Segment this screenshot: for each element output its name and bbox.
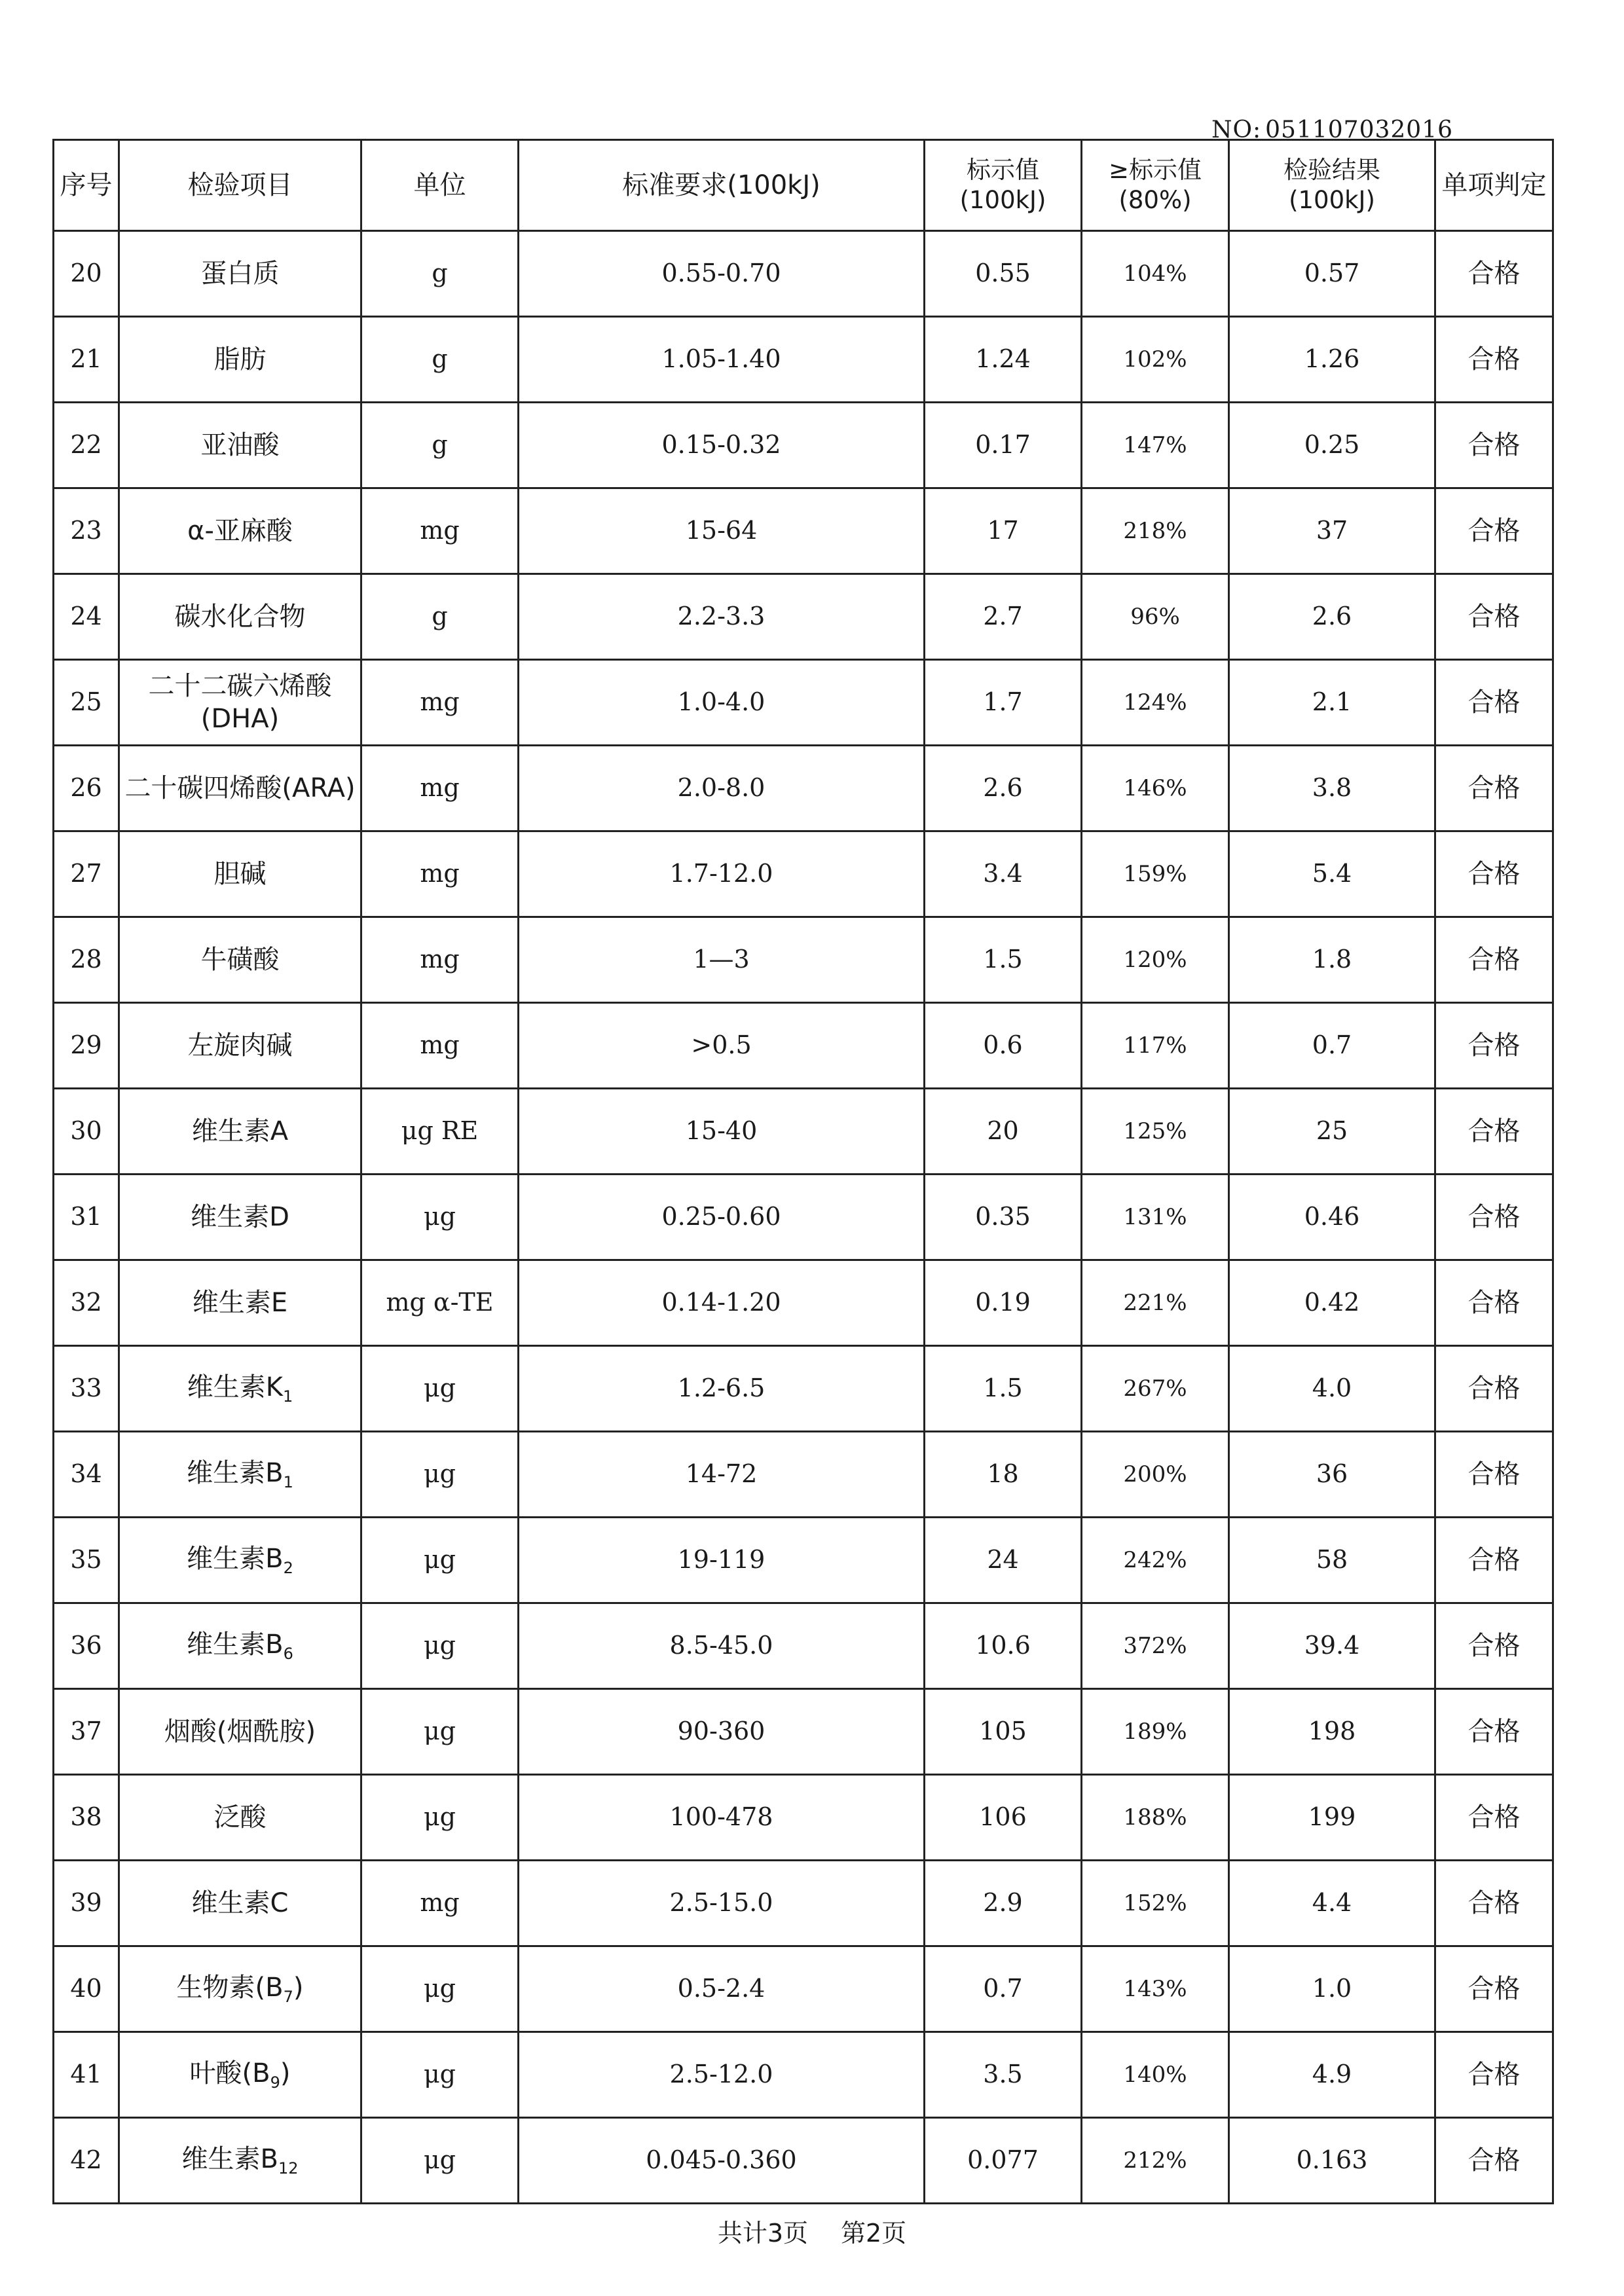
cell-verdict: 合格	[1435, 1861, 1553, 1946]
cell-verdict: 合格	[1435, 1003, 1553, 1089]
cell-standard: 19-119	[519, 1518, 925, 1603]
item-name-text: 左旋肉碱	[187, 1030, 293, 1061]
cell-result: 199	[1229, 1775, 1435, 1861]
inspection-table	[52, 139, 1554, 2204]
cell-unit: μg	[361, 1689, 519, 1775]
cell-percent: 104%	[1082, 231, 1229, 317]
cell-verdict: 合格	[1435, 746, 1553, 831]
header-percent-line2: (80%)	[1118, 186, 1192, 214]
report-number-label: NO:	[1211, 117, 1262, 143]
cell-unit: g	[361, 317, 519, 403]
cell-standard: 0.14-1.20	[519, 1260, 925, 1346]
cell-result: 4.0	[1229, 1346, 1435, 1432]
cell-unit: g	[361, 231, 519, 317]
cell-result: 0.25	[1229, 403, 1435, 488]
item-name-line	[124, 1371, 356, 1406]
cell-unit: mg	[361, 746, 519, 831]
cell-result: 0.7	[1229, 1003, 1435, 1089]
cell-percent: 200%	[1082, 1432, 1229, 1518]
table-row	[54, 1260, 1553, 1346]
cell-labeled-value: 0.19	[925, 1260, 1082, 1346]
cell-seq: 32	[54, 1260, 119, 1346]
item-name-line	[124, 600, 356, 633]
cell-labeled-value: 3.5	[925, 2032, 1082, 2118]
cell-standard: 0.55-0.70	[519, 231, 925, 317]
cell-standard: >0.5	[519, 1003, 925, 1089]
cell-item-name	[119, 831, 361, 917]
cell-result: 0.163	[1229, 2118, 1435, 2204]
cell-unit: mg	[361, 917, 519, 1003]
cell-labeled-value: 10.6	[925, 1603, 1082, 1689]
item-name-line	[124, 429, 356, 462]
cell-unit: μg	[361, 1775, 519, 1861]
item-name-text: 蛋白质	[200, 259, 280, 289]
cell-verdict: 合格	[1435, 1346, 1553, 1432]
header-percent-line1: ≥标示值	[1108, 155, 1202, 184]
cell-verdict: 合格	[1435, 2118, 1553, 2204]
cell-labeled-value: 2.7	[925, 574, 1082, 660]
cell-result: 36	[1229, 1432, 1435, 1518]
cell-standard: 0.5-2.4	[519, 1946, 925, 2032]
cell-seq: 37	[54, 1689, 119, 1775]
cell-labeled-value: 0.6	[925, 1003, 1082, 1089]
cell-item-name	[119, 1946, 361, 2032]
item-name-line	[124, 1029, 356, 1062]
cell-result: 4.4	[1229, 1861, 1435, 1946]
cell-labeled-value: 105	[925, 1689, 1082, 1775]
cell-unit: mg	[361, 660, 519, 746]
page-current: 第2页	[841, 2219, 907, 2248]
cell-item-name	[119, 917, 361, 1003]
cell-item-name	[119, 1603, 361, 1689]
cell-percent: 143%	[1082, 1946, 1229, 2032]
cell-percent: 372%	[1082, 1603, 1229, 1689]
item-name-text: 维生素B	[187, 1544, 284, 1574]
cell-unit: μg	[361, 1518, 519, 1603]
cell-verdict: 合格	[1435, 1175, 1553, 1260]
item-name-line2: (DHA)	[200, 704, 280, 734]
cell-seq: 36	[54, 1603, 119, 1689]
table-row	[54, 1946, 1553, 2032]
cell-unit: μg	[361, 1946, 519, 2032]
page-total: 共计3页	[717, 2219, 808, 2248]
item-name-text: 维生素K	[187, 1372, 283, 1402]
cell-standard: 2.5-12.0	[519, 2032, 925, 2118]
cell-standard: 14-72	[519, 1432, 925, 1518]
cell-labeled-value: 1.5	[925, 917, 1082, 1003]
cell-seq: 40	[54, 1946, 119, 2032]
table-row	[54, 1089, 1553, 1175]
cell-seq: 30	[54, 1089, 119, 1175]
cell-percent: 159%	[1082, 831, 1229, 917]
cell-seq: 23	[54, 488, 119, 574]
item-name-line	[124, 1971, 356, 2007]
cell-item-name	[119, 317, 361, 403]
cell-percent: 221%	[1082, 1260, 1229, 1346]
cell-result: 198	[1229, 1689, 1435, 1775]
cell-result: 5.4	[1229, 831, 1435, 917]
cell-percent: 131%	[1082, 1175, 1229, 1260]
cell-percent: 120%	[1082, 917, 1229, 1003]
cell-item-name	[119, 1689, 361, 1775]
table-row	[54, 746, 1553, 831]
item-name-subscript: 6	[283, 1645, 293, 1663]
cell-seq: 25	[54, 660, 119, 746]
cell-verdict: 合格	[1435, 1946, 1553, 2032]
cell-result: 0.42	[1229, 1260, 1435, 1346]
cell-unit: μg	[361, 2118, 519, 2204]
cell-result: 0.46	[1229, 1175, 1435, 1260]
cell-standard: 0.045-0.360	[519, 2118, 925, 2204]
cell-seq: 20	[54, 231, 119, 317]
cell-standard: 2.0-8.0	[519, 746, 925, 831]
table-row	[54, 1603, 1553, 1689]
item-name-line	[124, 257, 356, 290]
cell-result: 2.6	[1229, 574, 1435, 660]
cell-seq: 28	[54, 917, 119, 1003]
cell-unit: mg	[361, 488, 519, 574]
cell-item-name	[119, 1003, 361, 1089]
cell-result: 25	[1229, 1089, 1435, 1175]
item-name-text: 维生素A	[191, 1116, 289, 1146]
cell-labeled-value: 1.5	[925, 1346, 1082, 1432]
cell-item-name	[119, 1175, 361, 1260]
cell-item-name	[119, 1518, 361, 1603]
item-name-line	[124, 1801, 356, 1834]
cell-standard: 2.2-3.3	[519, 574, 925, 660]
header-labeled-line1: 标示值	[967, 155, 1039, 184]
header-verdict: 单项判定	[1435, 140, 1553, 231]
table-row	[54, 1175, 1553, 1260]
cell-standard: 15-64	[519, 488, 925, 574]
cell-verdict: 合格	[1435, 403, 1553, 488]
cell-standard: 0.25-0.60	[519, 1175, 925, 1260]
cell-standard: 1.05-1.40	[519, 317, 925, 403]
cell-item-name	[119, 1861, 361, 1946]
cell-standard: 1—3	[519, 917, 925, 1003]
cell-item-name	[119, 403, 361, 488]
item-name-text: 亚油酸	[200, 430, 280, 460]
item-name-line	[124, 1887, 356, 1920]
table-row	[54, 488, 1553, 574]
header-item: 检验项目	[119, 140, 361, 231]
cell-labeled-value: 0.17	[925, 403, 1082, 488]
item-name-text: 泛酸	[213, 1802, 267, 1832]
cell-verdict: 合格	[1435, 917, 1553, 1003]
cell-labeled-value: 106	[925, 1775, 1082, 1861]
cell-unit: μg	[361, 1346, 519, 1432]
table-row	[54, 1775, 1553, 1861]
item-name-text: 烟酸(烟酰胺)	[164, 1717, 316, 1747]
item-name-line	[124, 1286, 356, 1319]
item-name-line	[124, 343, 356, 376]
cell-seq: 22	[54, 403, 119, 488]
item-name-line	[124, 2057, 356, 2092]
cell-result: 0.57	[1229, 231, 1435, 317]
table-row	[54, 831, 1553, 917]
item-name-subscript: 7	[283, 1988, 293, 2006]
cell-verdict: 合格	[1435, 1775, 1553, 1861]
cell-percent: 140%	[1082, 2032, 1229, 2118]
item-name-subscript: 1	[282, 1387, 293, 1406]
cell-item-name	[119, 231, 361, 317]
cell-verdict: 合格	[1435, 1689, 1553, 1775]
cell-unit: μg	[361, 2032, 519, 2118]
cell-standard: 1.2-6.5	[519, 1346, 925, 1432]
cell-verdict: 合格	[1435, 2032, 1553, 2118]
cell-seq: 42	[54, 2118, 119, 2204]
table-row	[54, 1861, 1553, 1946]
item-name-text: 维生素D	[191, 1202, 289, 1232]
item-name-text: 叶酸(B	[189, 2058, 270, 2088]
cell-verdict: 合格	[1435, 660, 1553, 746]
header-result	[1229, 140, 1435, 231]
cell-labeled-value: 3.4	[925, 831, 1082, 917]
item-name-text: 维生素B	[181, 2144, 278, 2174]
item-name-line	[124, 1715, 356, 1748]
cell-item-name	[119, 1346, 361, 1432]
header-percent	[1082, 140, 1229, 231]
cell-item-name	[119, 2032, 361, 2118]
item-name-text: 维生素E	[192, 1288, 288, 1318]
item-name-subscript: 9	[270, 2073, 280, 2092]
item-name-suffix: )	[280, 2058, 291, 2088]
table-row	[54, 2118, 1553, 2204]
cell-unit: mg	[361, 1861, 519, 1946]
item-name-line	[124, 1628, 356, 1664]
cell-result: 1.26	[1229, 317, 1435, 403]
cell-verdict: 合格	[1435, 1432, 1553, 1518]
cell-verdict: 合格	[1435, 231, 1553, 317]
item-name-subscript: 12	[278, 2159, 299, 2178]
cell-standard: 100-478	[519, 1775, 925, 1861]
cell-verdict: 合格	[1435, 574, 1553, 660]
item-name-suffix: )	[293, 1973, 304, 2003]
item-name-line	[124, 1201, 356, 1233]
cell-labeled-value: 24	[925, 1518, 1082, 1603]
cell-seq: 34	[54, 1432, 119, 1518]
cell-seq: 35	[54, 1518, 119, 1603]
cell-unit: μg	[361, 1432, 519, 1518]
item-name-text: α-亚麻酸	[187, 516, 293, 546]
cell-percent: 117%	[1082, 1003, 1229, 1089]
cell-unit: μg	[361, 1175, 519, 1260]
cell-unit: μg RE	[361, 1089, 519, 1175]
cell-labeled-value: 1.24	[925, 317, 1082, 403]
cell-item-name	[119, 2118, 361, 2204]
item-name-text: 胆碱	[213, 859, 267, 889]
cell-item-name	[119, 746, 361, 831]
cell-unit: mg	[361, 831, 519, 917]
cell-unit: mg α-TE	[361, 1260, 519, 1346]
cell-seq: 39	[54, 1861, 119, 1946]
item-name-line	[124, 858, 356, 890]
table-row	[54, 231, 1553, 317]
item-name-subscript: 2	[283, 1559, 293, 1577]
cell-labeled-value: 2.9	[925, 1861, 1082, 1946]
cell-standard: 90-360	[519, 1689, 925, 1775]
cell-result: 2.1	[1229, 660, 1435, 746]
cell-percent: 146%	[1082, 746, 1229, 831]
cell-labeled-value: 0.55	[925, 231, 1082, 317]
cell-seq: 31	[54, 1175, 119, 1260]
table-row	[54, 2032, 1553, 2118]
cell-item-name	[119, 1775, 361, 1861]
table-row	[54, 917, 1553, 1003]
cell-percent: 124%	[1082, 660, 1229, 746]
cell-result: 39.4	[1229, 1603, 1435, 1689]
item-name-text: 生物素(B	[176, 1973, 284, 2003]
table-row	[54, 1346, 1553, 1432]
cell-item-name	[119, 488, 361, 574]
cell-verdict: 合格	[1435, 317, 1553, 403]
cell-verdict: 合格	[1435, 488, 1553, 574]
cell-percent: 102%	[1082, 317, 1229, 403]
cell-percent: 147%	[1082, 403, 1229, 488]
item-name-text: 二十碳四烯酸(ARA)	[124, 773, 356, 803]
cell-unit: g	[361, 574, 519, 660]
cell-result: 4.9	[1229, 2032, 1435, 2118]
cell-result: 1.0	[1229, 1946, 1435, 2032]
item-name-text: 维生素B	[187, 1458, 284, 1488]
cell-seq: 29	[54, 1003, 119, 1089]
cell-item-name	[119, 1089, 361, 1175]
cell-unit: μg	[361, 1603, 519, 1689]
item-name-line	[124, 670, 356, 702]
cell-labeled-value: 18	[925, 1432, 1082, 1518]
cell-labeled-value: 17	[925, 488, 1082, 574]
table-row	[54, 1689, 1553, 1775]
table-row	[54, 574, 1553, 660]
header-labeled-value	[925, 140, 1082, 231]
table-row	[54, 1432, 1553, 1518]
header-unit: 单位	[361, 140, 519, 231]
cell-percent: 212%	[1082, 2118, 1229, 2204]
cell-percent: 152%	[1082, 1861, 1229, 1946]
cell-item-name	[119, 1260, 361, 1346]
cell-unit: g	[361, 403, 519, 488]
cell-seq: 41	[54, 2032, 119, 2118]
cell-labeled-value: 0.35	[925, 1175, 1082, 1260]
report-number-value: 051107032016	[1265, 117, 1454, 143]
cell-percent: 218%	[1082, 488, 1229, 574]
page-footer	[0, 2213, 1624, 2249]
cell-labeled-value: 1.7	[925, 660, 1082, 746]
item-name-line	[124, 515, 356, 547]
table-row	[54, 1518, 1553, 1603]
cell-seq: 27	[54, 831, 119, 917]
cell-item-name	[119, 1432, 361, 1518]
item-name-text: 碳水化合物	[174, 602, 306, 632]
table-row	[54, 1003, 1553, 1089]
cell-result: 1.8	[1229, 917, 1435, 1003]
cell-percent: 189%	[1082, 1689, 1229, 1775]
cell-seq: 38	[54, 1775, 119, 1861]
item-name-text: 牛磺酸	[200, 945, 280, 975]
cell-percent: 188%	[1082, 1775, 1229, 1861]
cell-standard: 1.0-4.0	[519, 660, 925, 746]
cell-percent: 96%	[1082, 574, 1229, 660]
item-name-subscript: 1	[283, 1473, 293, 1491]
cell-percent: 267%	[1082, 1346, 1229, 1432]
item-name-line	[124, 1542, 356, 1578]
cell-standard: 2.5-15.0	[519, 1861, 925, 1946]
cell-verdict: 合格	[1435, 1518, 1553, 1603]
cell-seq: 21	[54, 317, 119, 403]
cell-verdict: 合格	[1435, 1603, 1553, 1689]
cell-verdict: 合格	[1435, 1089, 1553, 1175]
header-seq: 序号	[54, 140, 119, 231]
item-name-text: 维生素B	[187, 1630, 284, 1660]
cell-standard: 1.7-12.0	[519, 831, 925, 917]
table-row	[54, 403, 1553, 488]
cell-item-name	[119, 574, 361, 660]
cell-standard: 15-40	[519, 1089, 925, 1175]
cell-seq: 26	[54, 746, 119, 831]
cell-labeled-value: 20	[925, 1089, 1082, 1175]
item-name-text: 维生素C	[191, 1888, 289, 1918]
item-name-text: 脂肪	[213, 344, 267, 374]
header-standard: 标准要求(100kJ)	[519, 140, 925, 231]
header-result-line2: (100kJ)	[1289, 186, 1375, 214]
table-header-row	[54, 140, 1553, 231]
item-name-line	[124, 2143, 356, 2178]
cell-verdict: 合格	[1435, 831, 1553, 917]
item-name-line	[124, 772, 356, 805]
cell-result: 58	[1229, 1518, 1435, 1603]
cell-labeled-value: 2.6	[925, 746, 1082, 831]
cell-percent: 125%	[1082, 1089, 1229, 1175]
cell-item-name	[119, 660, 361, 746]
table-row	[54, 317, 1553, 403]
cell-result: 3.8	[1229, 746, 1435, 831]
item-name-line	[124, 1115, 356, 1148]
item-name-line	[124, 1457, 356, 1492]
cell-verdict: 合格	[1435, 1260, 1553, 1346]
table-row	[54, 660, 1553, 746]
cell-labeled-value: 0.077	[925, 2118, 1082, 2204]
cell-labeled-value: 0.7	[925, 1946, 1082, 2032]
cell-seq: 33	[54, 1346, 119, 1432]
cell-standard: 8.5-45.0	[519, 1603, 925, 1689]
cell-standard: 0.15-0.32	[519, 403, 925, 488]
header-labeled-line2: (100kJ)	[959, 186, 1046, 214]
item-name-text: 二十二碳六烯酸	[148, 671, 332, 701]
cell-seq: 24	[54, 574, 119, 660]
cell-unit: mg	[361, 1003, 519, 1089]
header-result-line1: 检验结果	[1283, 155, 1380, 184]
cell-result: 37	[1229, 488, 1435, 574]
item-name-line	[124, 943, 356, 976]
cell-percent: 242%	[1082, 1518, 1229, 1603]
